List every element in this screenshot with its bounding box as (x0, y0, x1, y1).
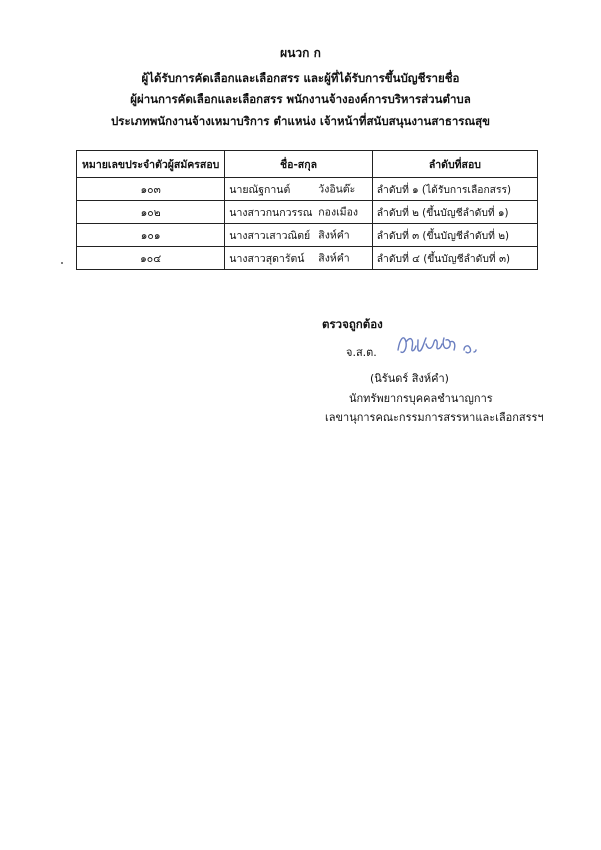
signer-name: (นิรันดร์ สิงห์คำ) (370, 372, 449, 385)
first-name: นางสาวกนกวรรณ (229, 206, 313, 219)
signer-position-1: นักทรัพยากรบุคคลชำนาญการ (349, 392, 493, 405)
last-name: สิงห์คำ (318, 252, 350, 265)
table-header-row (77, 151, 538, 178)
table-row (77, 178, 538, 201)
heading-line-1: ผู้ได้รับการคัดเลือกและเลือกสรร และผู้ที่ได้รับการขึ้นบัญชีรายชื่อ (141, 71, 460, 85)
header-full-name: ชื่อ-สกุล (225, 151, 372, 178)
last-name: สิงห์คำ (318, 229, 350, 242)
applicant-number: ๑๐๒ (77, 201, 225, 224)
last-name: กองเมือง (318, 206, 359, 219)
table-row (77, 201, 538, 224)
applicant-number: ๑๐๔ (77, 247, 225, 270)
exam-rank: ลำดับที่ ๒ (ขึ้นบัญชีลำดับที่ ๑) (372, 201, 537, 224)
applicant-name (225, 178, 372, 201)
heading-line-2: ผู้ผ่านการคัดเลือกและเลือกสรร พนักงานจ้างองค์การบริหารส่วนตำบล (130, 92, 471, 106)
handwritten-signature (392, 328, 484, 362)
applicant-name (225, 247, 372, 270)
last-name: วังอินต๊ะ (318, 183, 356, 196)
rank-label: จ.ส.ต. (346, 346, 377, 359)
exam-rank: ลำดับที่ ๓ (ขึ้นบัญชีลำดับที่ ๒) (372, 224, 537, 247)
applicant-number: ๑๐๓ (77, 178, 225, 201)
certification-title: ตรวจถูกต้อง (322, 317, 383, 331)
header-applicant-number: หมายเลขประจำตัวผู้สมัครสอบ (77, 151, 225, 178)
first-name: นางสาวเสาวณิตย์ (229, 229, 311, 242)
exam-rank: ลำดับที่ ๑ (ได้รับการเลือกสรร) (372, 178, 537, 201)
first-name: นายณัฐกานต์ (229, 183, 291, 196)
first-name: นางสาวสุดารัตน์ (229, 252, 305, 265)
applicant-name (225, 201, 372, 224)
exam-rank: ลำดับที่ ๔ (ขึ้นบัญชีลำดับที่ ๓) (372, 247, 537, 270)
signer-position-2: เลขานุการคณะกรรมการสรรหาและเลือกสรรฯ (325, 411, 544, 424)
scan-speck (61, 262, 63, 264)
header-exam-rank: ลำดับที่สอบ (372, 151, 537, 178)
applicant-number: ๑๐๑ (77, 224, 225, 247)
heading-line-3: ประเภทพนักงานจ้างเหมาบริการ ตำแหน่ง เจ้าหน้าที่สนับสนุนงานสาธารณสุข (110, 114, 491, 128)
table-row (77, 247, 538, 270)
table-row (77, 224, 538, 247)
applicant-name (225, 224, 372, 247)
candidate-table (76, 150, 538, 270)
appendix-title: ผนวก ก (280, 46, 321, 60)
